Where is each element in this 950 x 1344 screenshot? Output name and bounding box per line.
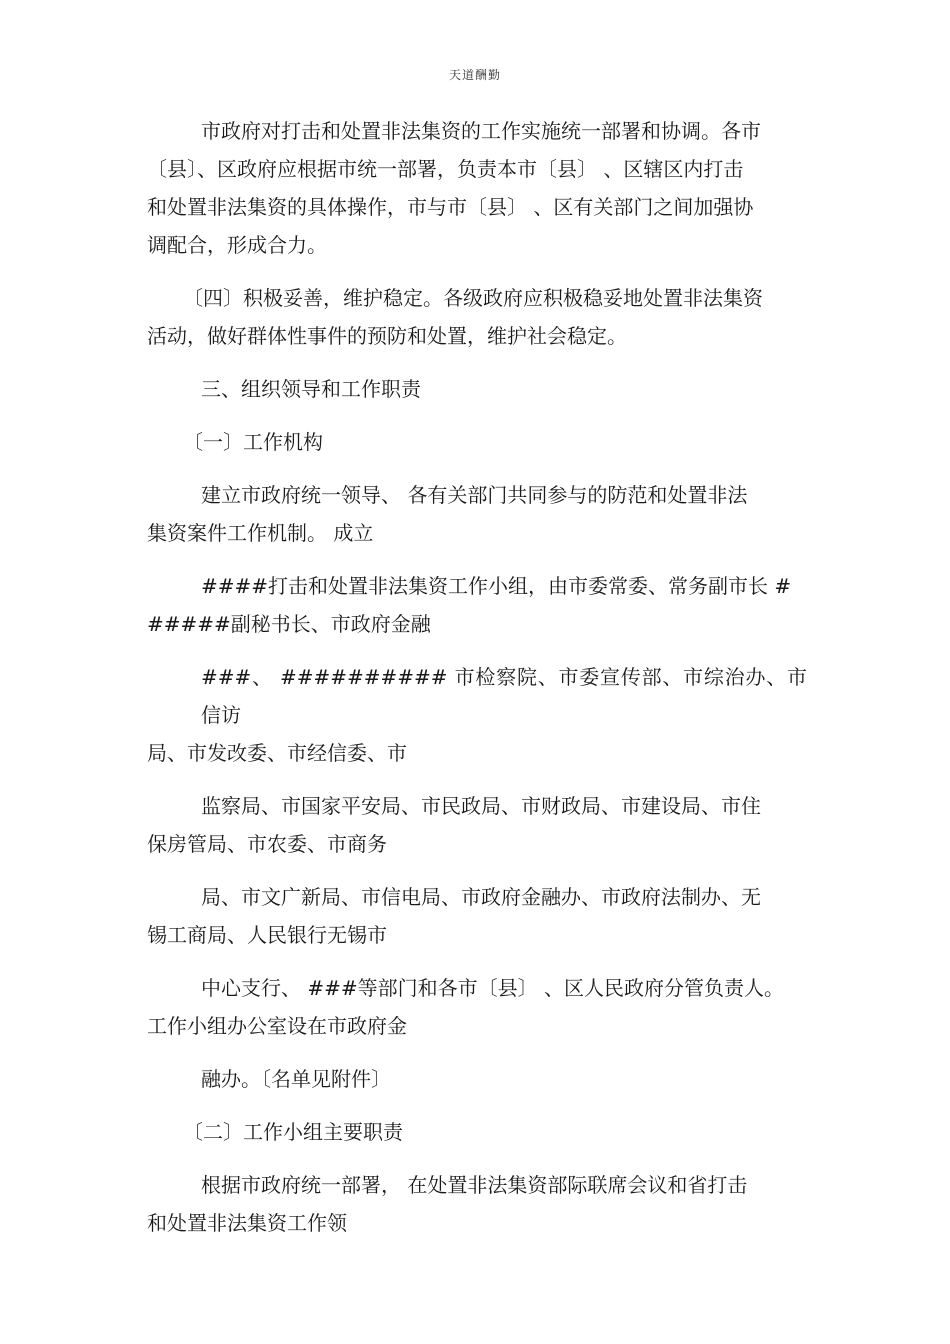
paragraph-working-group	[147, 567, 807, 643]
text-line: 中心支行、 ###等部门和各市〔县〕 、区人民政府分管负责人。	[201, 976, 784, 1000]
text-line: 〔四〕积极妥善，维护稳定。各级政府应积极稳妥地处置非法集资	[183, 286, 763, 310]
text-line: ###、 ########## 市检察院、市委宣传部、市综治办、市信访	[201, 665, 807, 727]
text-line: 集资案件工作机制。 成立	[147, 521, 374, 545]
text-line: 三、组织领导和工作职责	[201, 377, 421, 401]
text-line: 融办。〔名单见附件〕	[201, 1067, 391, 1091]
paragraph-stability	[147, 279, 807, 355]
text-line: 锡工商局、人民银行无锡市	[147, 923, 387, 947]
text-line: 调配合，形成合力。	[147, 233, 327, 257]
paragraph-members-3	[147, 878, 807, 954]
text-line: 〔县〕、区政府应根据市统一部署，负责本市〔县〕 、区辖区内打击	[147, 157, 744, 181]
section-heading-organization	[147, 370, 807, 408]
paragraph-duties	[147, 1166, 807, 1242]
document-body	[147, 112, 807, 1257]
text-line: 监察局、市国家平安局、市民政局、市财政局、市建设局、市住	[201, 794, 761, 818]
page-header: 天道酬勤	[448, 68, 501, 82]
paragraph-members-4	[147, 969, 807, 1045]
text-line: 根据市政府统一部署， 在处置非法集资部际联席会议和省打击	[201, 1173, 748, 1197]
text-line: 〔二〕工作小组主要职责	[183, 1120, 403, 1144]
paragraph-members-2	[147, 787, 807, 863]
subsection-heading-duties	[147, 1113, 807, 1151]
text-line: #####副秘书长、市政府金融	[147, 612, 431, 636]
text-line: 和处置非法集资的具体操作，市与市〔县〕 、区有关部门之间加强协	[147, 195, 754, 219]
text-line: 工作小组办公室设在市政府金	[147, 1014, 407, 1038]
paragraph-office	[147, 1060, 807, 1098]
subsection-heading-agency	[147, 423, 807, 461]
text-line: 市政府对打击和处置非法集资的工作实施统一部署和协调。各市	[201, 119, 761, 143]
text-line: 〔一〕工作机构	[183, 430, 323, 454]
paragraph-members-1	[147, 658, 807, 772]
text-line: 建立市政府统一领导、 各有关部门共同参与的防范和处置非法	[201, 483, 748, 507]
text-line: 局、市发改委、市经信委、市	[147, 741, 407, 765]
text-line: 局、市文广新局、市信电局、市政府金融办、市政府法制办、无	[201, 885, 761, 909]
paragraph-coordination	[147, 112, 807, 264]
text-line: 和处置非法集资工作领	[147, 1211, 347, 1235]
text-line: 保房管局、市农委、市商务	[147, 832, 387, 856]
text-line: ####打击和处置非法集资工作小组，由市委常委、常务副市长 #	[201, 574, 792, 598]
text-line: 活动，做好群体性事件的预防和处置，维护社会稳定。	[147, 324, 627, 348]
paragraph-mechanism	[147, 476, 807, 552]
